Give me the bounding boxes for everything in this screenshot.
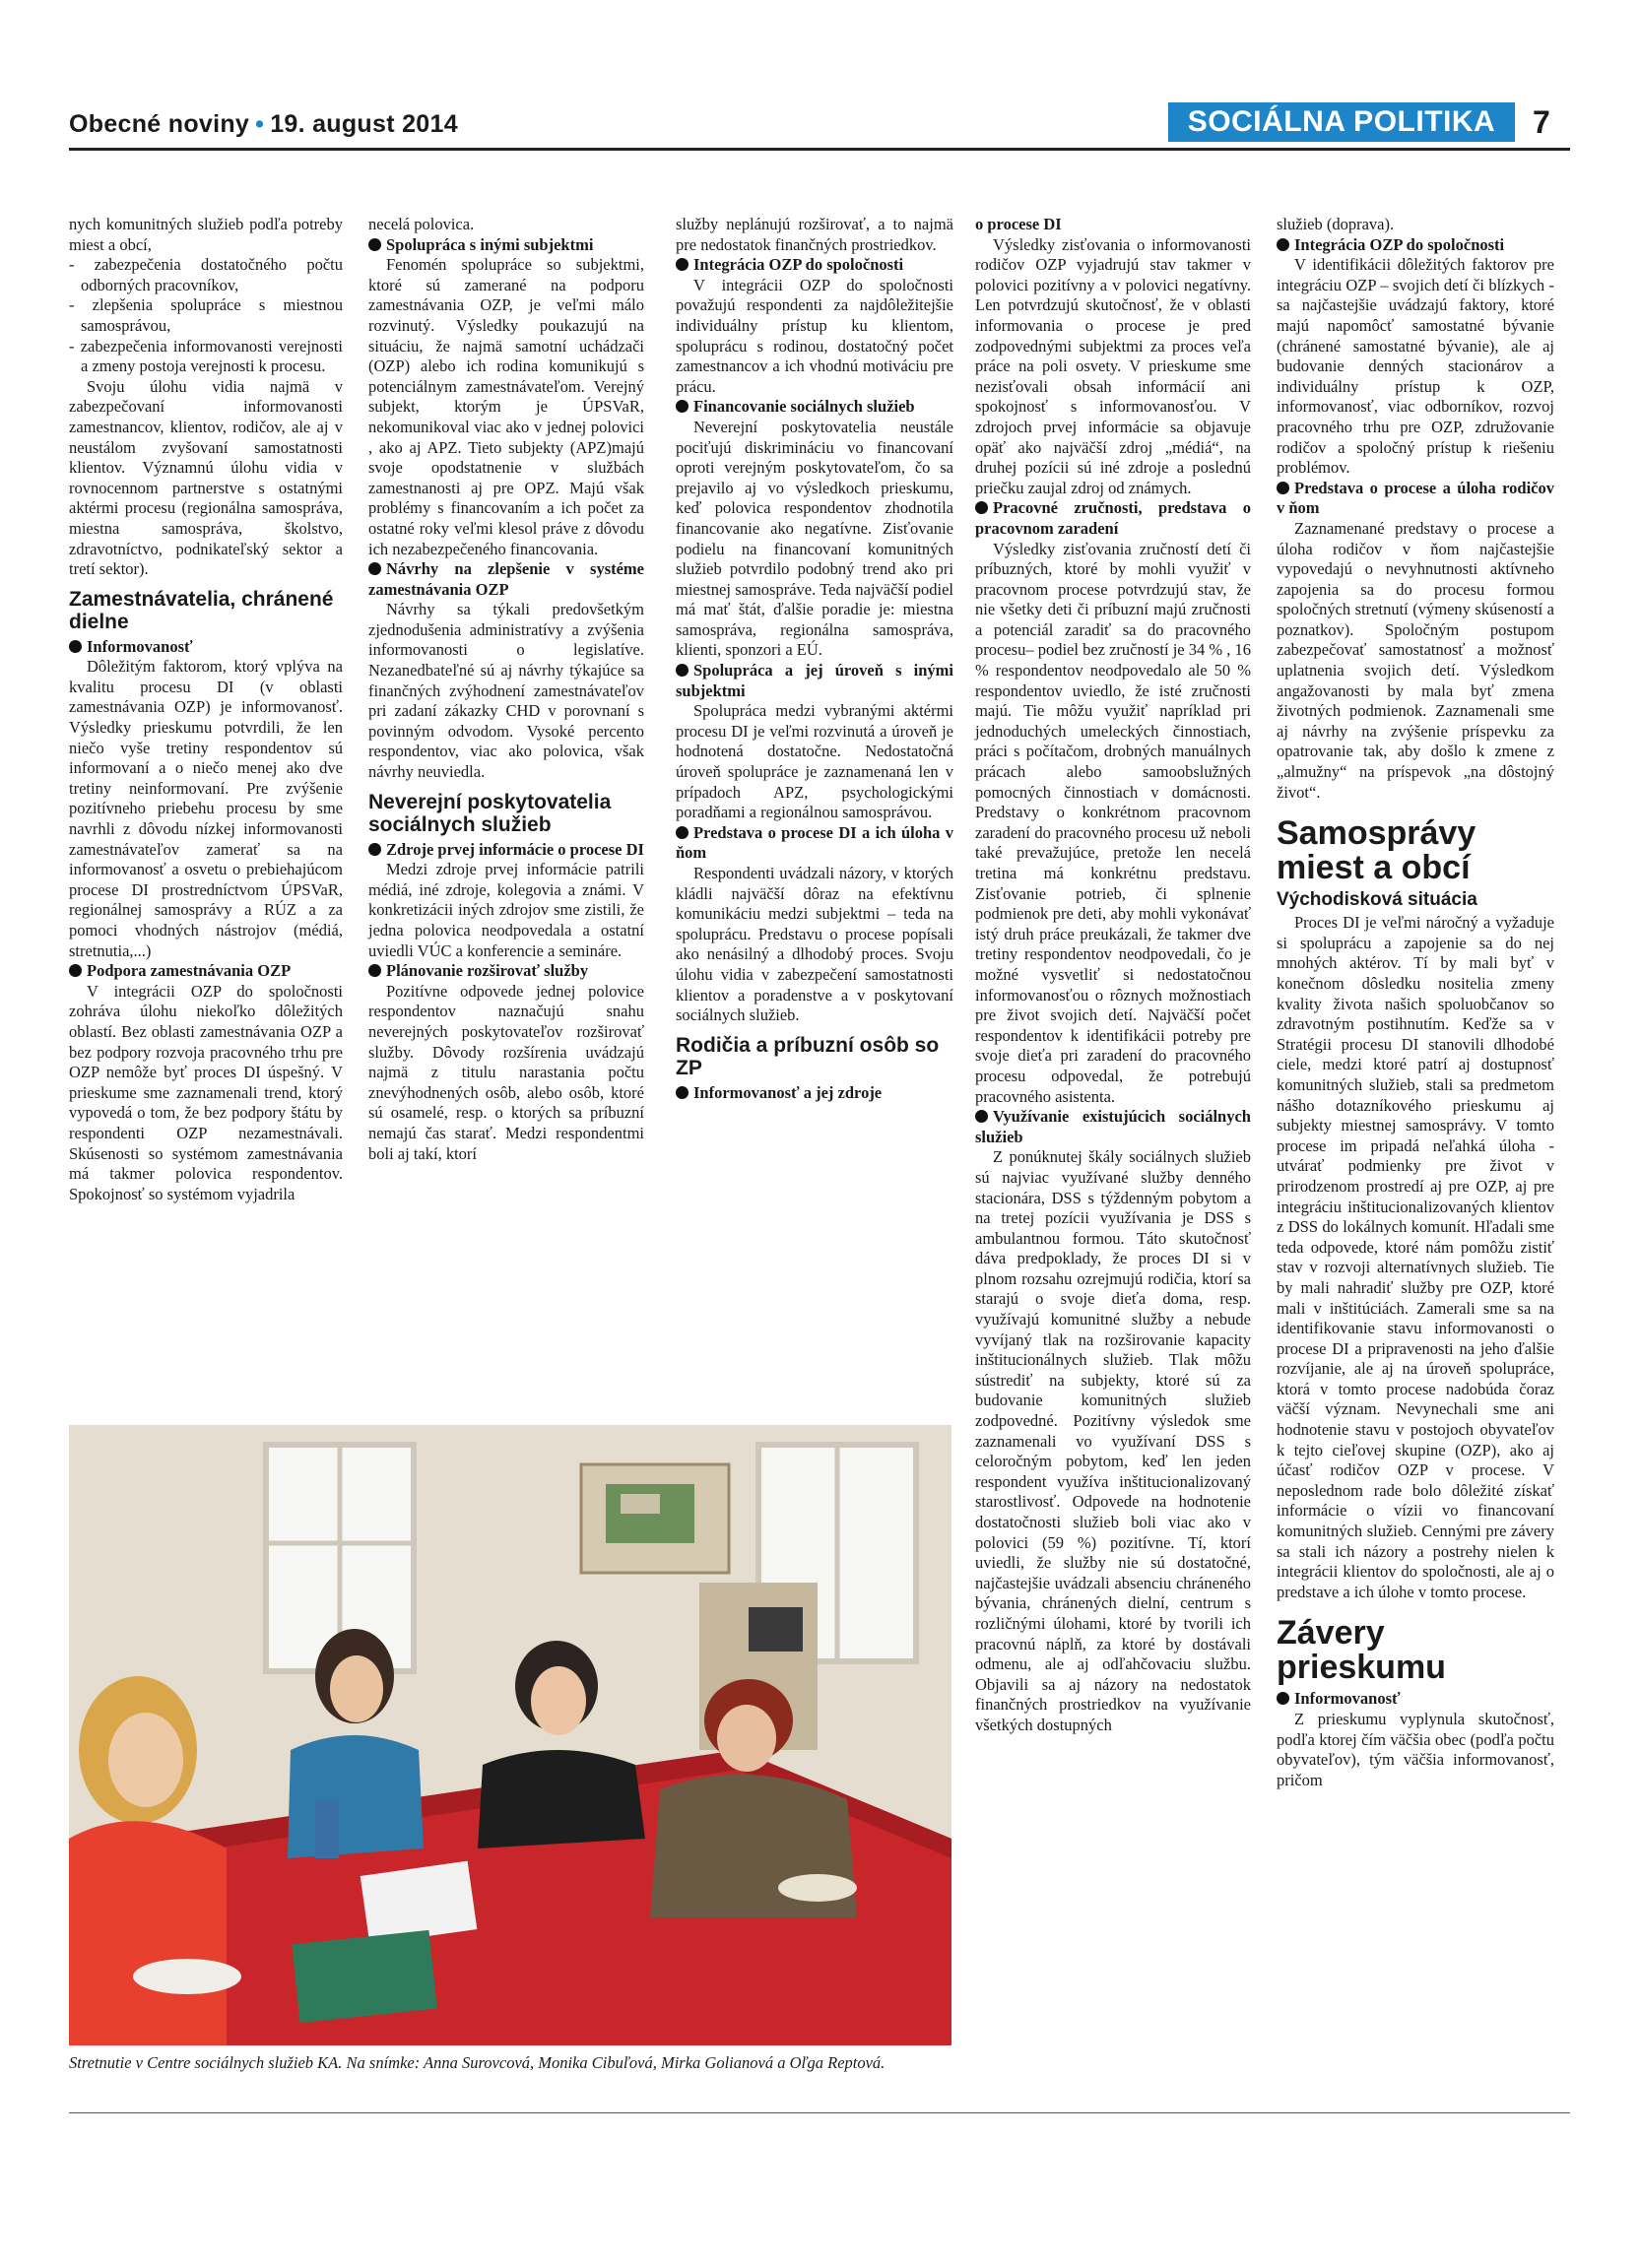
bullet-icon — [69, 640, 82, 653]
paragraph: Spolupráca medzi vybranými aktérmi procesu DI je veľmi rozvinutá a úroveň je hodnotená dostatočne. Nedostatočná úroveň spolupráce je zaznamenaná len v prípadoch APZ, psychologickými poradňami a regionálnou samosprávou. — [676, 701, 953, 822]
paragraph: Zaznamenané predstavy o procese a úloha rodičov v ňom najčastejšie vypovedajú o nevyhnutnosti aktívneho zapojenia sa do procesu formou spoločných stretnutí (výmeny skúseností a poznatkov). Spoločným postupom zabezpečovať samostatnosť a možnosť uplatnenia svojich detí. Výsledkom angažovanosti by mala byť zmena životných podmienok. Zaznamenali sme aj návrhy na zvýšenie príspevku za opatrovanie tak, aby došlo k zmene z „almužny“ na príspevok „na dôstojný život“. — [1277, 518, 1554, 802]
bullet-icon — [368, 964, 381, 977]
bullet-icon — [368, 843, 381, 856]
column-5 — [1277, 215, 1554, 1790]
bullet-icon — [1277, 482, 1289, 494]
paragraph: služieb (doprava). — [1277, 215, 1395, 233]
subheading: Návrhy na zlepšenie v systéme zamestnávania OZP — [368, 559, 644, 599]
bullet-icon — [676, 258, 689, 271]
paragraph: Proces DI je veľmi náročný a vyžaduje si spoluprácu a zapojenie sa do nej mnohých aktérov. Tí by mali byť v konečnom dôsledku nositelia zmeny kvality života našich spoluobčanov so zdravotným postihnutím. Keďže sa v Stratégii procesu DI stanovili dlhodobé ciele, medzi ktoré patrí aj dostupnosť komunitných služieb, stali sa predmetom nášho dotazníkového prieskumu aj subjekty miestnej samosprávy. V tomto procese im pripadá neľahká úloha - utvárať podmienky pre život v prirodzenom prostredí aj pre OZP, aj pre integráciu inštitucionalizovaných klientov z DSS do lokálnych komunít. Hľadali sme teda odpovede, ktoré nám pomôžu zistiť stav v rozvoji alternatívnych služieb. Tie by mali nahradiť služby pre OZP, ktoré mali v inštitúciách. Zamerali sme sa na identifikovanie stavu informovanosti o procese DI a pripravenosti na jeho ďalšie rozvíjanie, ale aj na úroveň spolupráce, ktorá v tomto procese nadobúda čoraz väčší význam. Nevynechali sme ani hodnotenie stavu v postojoch obyvateľov k tejto cieľovej skupine (OZP), ako aj účasť rodičov OZP v procese. V neposlednom rade bolo dôležité získať informácie o vízii vo financovaní komunitných služieb. Cennými pre závery sa stali ich názory a postrehy nielen k integrácii klientov do spoločnosti, ale aj o predstave a ich úlohe v tomto procese. — [1277, 913, 1554, 1601]
subheading: Využívanie existujúcich sociálnych služieb — [975, 1107, 1251, 1146]
bullet-icon — [368, 562, 381, 575]
paragraph: V integrácii OZP do spoločnosti zohráva úlohu niekoľko dôležitých oblastí. Bez oblasti zamestnávania OZP a bez podpory rozvoja pracovného trhu pre OZP nemôže byť proces DI úspešný. V prieskume sme zaznamenali trend, ktorý vypovedá o tom, že bez podpory štátu by respondenti OZP nezamestnávali. Skúsenosti so systémom zamestnávania má takmer polovica respondentov. Spokojnosť so systémom vyjadrila — [69, 981, 343, 1203]
footer-rule — [69, 2112, 1570, 2113]
list-item: - zlepšenia spolupráce s miestnou samosprávou, — [69, 295, 343, 335]
subheading: Informovanosť — [69, 637, 343, 658]
bullet-icon — [676, 664, 689, 677]
subheading-continued: o procese DI — [975, 215, 1062, 233]
paragraph: Fenomén spolupráce so subjektmi, ktoré sú zamerané na podporu zamestnávania OZP, je veľmi málo rozvinutý. Výsledky poukazujú na situáciu, že najmä samotní uchádzači (OZP) alebo ich rodina komunikujú s potenciálnym zamestnávateľom. Verejný subjekt, ktorým je ÚPSVaR, nekomunikoval viac ako v jednej polovici , ako aj APZ. Tieto subjekty (APZ)majú svoje opodstatnenie v službách zamestnanosti aj pre OPZ. Majú však problémy s financovaním a ich počet za ostatné roky veľmi klesol práve z dôvodu ich nezabezpečeného financovania. — [368, 255, 644, 558]
paragraph: nych komunitných služieb podľa potreby miest a obcí, — [69, 215, 343, 254]
paragraph: Svoju úlohu vidia najmä v zabezpečovaní informovanosti zamestnancov, klientov, rodičov, ale aj v neustálom zvyšovaní samostatnosti klientov. Významnú úlohu vidia v rovnocennom partnerstve s ostatnými aktérmi procesu (regionálna samospráva, miestna samospráva, školstvo, zdravotníctvo, podnikateľský sektor a tretí sektor). — [69, 376, 343, 579]
header-rule — [69, 148, 1570, 151]
page-number: 7 — [1533, 104, 1550, 140]
subheading: Informovanosť a jej zdroje — [676, 1083, 953, 1104]
list-item: - zabezpečenia informovanosti verejnosti a zmeny postoja verejnosti k procesu. — [69, 336, 343, 376]
subheading: Spolupráca a jej úroveň s inými subjektmi — [676, 661, 953, 700]
masthead — [69, 110, 458, 139]
subheading: Integrácia OZP do spoločnosti — [676, 255, 953, 276]
subheading: Plánovanie rozširovať služby — [368, 961, 644, 982]
photo-illustration — [69, 1425, 951, 2045]
subheading: Predstava o procese a úloha rodičov v ňom — [1277, 478, 1554, 518]
subheading: Zdroje prvej informácie o procese DI — [368, 840, 644, 861]
bullet-icon — [975, 1110, 988, 1123]
separator-dot: • — [255, 110, 265, 138]
bullet-icon — [69, 964, 82, 977]
paragraph: Respondenti uvádzali názory, v ktorých kládli najväčší dôraz na efektívnu komunikáciu medzi subjektmi – teda na spoluprácu. Predstavu o procese popísali ako nenásilný a dlhodobý proces. Svoju úlohu vidia v zabezpečení samostatnosti klientov a poradenstve a v poskytovaní sociálnych služieb. — [676, 864, 953, 1025]
column-1 — [69, 215, 343, 1204]
subheading: Predstava o procese DI a ich úloha v ňom — [676, 822, 953, 863]
section-heading: Neverejní poskytovatelia sociálnych služieb — [368, 790, 612, 836]
subheading: Informovanosť — [1277, 1689, 1554, 1710]
paragraph: služby neplánujú rozširovať, a to najmä pre nedostatok finančných prostriedkov. — [676, 215, 953, 254]
meeting-photo — [69, 1425, 951, 2045]
publication-name: Obecné noviny — [69, 110, 250, 138]
issue-date: 19. august 2014 — [270, 110, 458, 138]
section-label: SOCIÁLNA POLITIKA — [1168, 102, 1515, 142]
bullet-icon — [676, 826, 689, 839]
column-3 — [676, 215, 953, 1103]
paragraph: Návrhy sa týkali predovšetkým zjednodušenia administratívy a zvýšenia informovanosti o legislatíve. Nezanedbateľné sú aj návrhy týkajúce sa finančných zvýhodnení zamestnávateľov pri zadaní zákazky CHD v porovnaní s povinným odvodom. Vysoké percento respondentov, viac ako polovica, však návrhy neuviedla. — [368, 600, 644, 782]
paragraph: Medzi zdroje prvej informácie patrili médiá, iné zdroje, kolegovia a známi. V konkretizácii iných zdrojov sme zistili, že jedna polovica neodpovedala a ostatní uviedli VÚC a konferencie a semináre. — [368, 860, 644, 960]
subheading: Financovanie sociálnych služieb — [676, 397, 953, 418]
list-item: - zabezpečenia dostatočného počtu odborných pracovníkov, — [69, 255, 343, 294]
column-2 — [368, 215, 644, 1164]
subsection-heading: Východisková situácia — [1277, 889, 1477, 911]
paragraph: Výsledky zisťovania o informovanosti rodičov OZP vyjadrujú stav takmer v polovici pozitívny a v polovici negatívny. Len potvrdzujú skutočnosť, že v oblasti informovania o procese je pred zodpovednými subjektmi za proces veľa práce na poli osvety. V prieskume sme nezisťovali obsah informácií ani spokojnosť s informovanosťou. V zdrojoch prvej informácie sa objavuje opäť ako najväčší zdroj „médiá“, na druhej pozícii sú iné zdroje a poslednú priečku zaujal zdroj od známych. — [975, 234, 1251, 497]
paragraph: Dôležitým faktorom, ktorý vplýva na kvalitu procesu DI (v oblasti zamestnávania OZP) je informovanosť. Výsledky prieskumu potvrdili, že len niečo vyše tretiny respondentov sú informovaní a o niečo menej ako dve tretiny neinformovaní. Pre zvýšenie pozitívneho priebehu procesu by sme navrhli z dôvodu nízkej informovanosti zamestnávateľov zamerať sa na informovanosť a osvetu o prebiehajúcom procese DI prostredníctvom ÚPSVaR, regionálnej samosprávy a RÚZ a za pomoci vhodných nástrojov (médiá, stretnutia,...) — [69, 657, 343, 960]
bullet-icon — [1277, 238, 1289, 251]
bullet-icon — [975, 501, 988, 514]
column-4 — [975, 215, 1251, 1736]
paragraph: necelá polovica. — [368, 215, 475, 233]
subheading: Spolupráca s inými subjektmi — [368, 235, 644, 256]
section-heading: Rodičia a príbuzní osôb so ZP — [676, 1033, 940, 1079]
paragraph: Neverejní poskytovatelia neustále pociťujú diskrimináciu vo financovaní oproti verejným poskytovateľom, čo sa prejavilo aj vo výsledkoch prieskumu, keď polovica respondentov zhodnotila financovanie ako negatívne. Zisťovanie podielu na financovaní komunitných služieb potvrdilo podobný trend ako pri miestnej samospráve. Teda najväčší podiel má mať štát, ďalšie poradie je: miestna samospráva, regionálna samospráva, klienti, sponzori a EÚ. — [676, 417, 953, 660]
paragraph: Z ponúknutej škály sociálnych služieb sú najviac využívané služby denného stacionára, DSS s týždenným pobytom a na tretej pozícii využívania je DSS s ambulantnou formou. Táto skutočnosť dáva predpoklady, že proces DI si v plnom rozsahu ozrejmujú rodičia, ktorí sa starajú o svoje dieťa doma, resp. využívajú komunitné služby a nebude vyvíjaný tlak na rozširovanie kapacity inštitucionálnych služieb. Tlak môžu sústrediť na subjekty, ktoré sú za budovanie komunitných služieb zodpovedné. Pozitívny výsledok sme zaznamenali vo využívaní DSS s celoročným pobytom, keď len jeden respondent využíva inštitucionalizovaný starostlivosť. Odpovede na hodnotenie dostatočnosti služieb boli viac ako v polovici (59 %) pozitívne. Tí, ktorí uviedli, že služby nie sú dostatočné, najčastejšie uvádzali absenciu chráneného bývania, chránených dielní, centrum s rozličnými úlohami, ktoré by tvorili ich pracovnú náplň, za ktoré by dostávali odmenu, ale aj odľahčovaciu službu. Objavili sa aj názory na nedostatok finančných prostriedkov na využívanie všetkých dostupných — [975, 1147, 1251, 1734]
photo-caption: Stretnutie v Centre sociálnych služieb KA. Na snímke: Anna Surovcová, Monika Cibuľová, Mirka Golianová a Oľga Reptová. — [69, 2053, 886, 2072]
bullet-icon — [676, 400, 689, 413]
subheading: Podpora zamestnávania OZP — [69, 961, 343, 982]
paragraph: V integrácii OZP do spoločnosti považujú respondenti za najdôležitejšie individuálny prístup ku klientom, spoluprácu s rodinou, dostatočný počet zamestnancov a ich vhodnú motiváciu pre prácu. — [676, 275, 953, 396]
article-headline: Samosprávy miest a obcí — [1277, 814, 1476, 887]
bullet-icon — [1277, 1692, 1289, 1705]
article-headline: Závery prieskumu — [1277, 1614, 1446, 1687]
subheading: Pracovné zručnosti, predstava o pracovnom zaradení — [975, 498, 1251, 538]
bullet-icon — [676, 1086, 689, 1099]
paragraph: Výsledky zisťovania zručností detí či príbuzných, ktoré by mohli využiť v pracovnom procese potvrdzujú stav, že nie všetky deti či príbuzní majú zručnosti a potenciál zaradiť sa do pracovného procesu– podiel bez zručností je 34 % , 16 % respondentov neodpovedalo ale 50 % respondentov uviedlo, že isté zručnosti majú. Tie môžu využiť napríklad pri jednoduchých umeleckých činnostiach, práci s počítačom, drobných manuálnych prácach alebo samoobslužných pomocných činnostiach v domácnosti. Predstavy o konkrétnom pracovnom zaradení do pracovného procesu už neboli také prevažujúce, pretože len necelá tretina má konkrétnu predstavu. Zisťovanie potrieb, či splnenie podmienok pre deti, aby mohli vykonávať istý druh práce preukázali, že takmer dve tretiny respondentov neodpovedali, čo je možné vysvetliť si nedostatočnou informovanosťou o rôznych možnostiach pre život svojich detí. Najväčší počet respondentov k identifikácii potreby pre svoje dieťa pri zaradení do pracovného procesu odpovedal, že potrebujú pracovného asistenta. — [975, 539, 1251, 1106]
section-heading: Zamestnávatelia, chránené dielne — [69, 587, 334, 633]
paragraph: Z prieskumu vyplynula skutočnosť, podľa ktorej čím väčšia obec (podľa počtu obyvateľov), tým väčšia informovanosť, pričom — [1277, 1710, 1554, 1789]
bullet-icon — [368, 238, 381, 251]
paragraph: Pozitívne odpovede jednej polovice respondentov naznačujú snahu neverejných poskytovateľov rozširovať služby. Dôvody rozšírenia uvádzajú najmä z titulu narastania počtu znevýhodnených osôb, alebo osôb, ktoré sú osamelé, resp. o ktorých sa príbuzní nemajú čas starať. Medzi respondentmi boli aj takí, ktorí — [368, 981, 644, 1163]
paragraph: V identifikácii dôležitých faktorov pre integráciu OZP – svojich detí či blízkych - sa najčastejšie uvádzajú faktory, ktoré majú napomôcť samostatné bývanie (chránené samostatné bývanie), ale aj budovanie denných stacionárov a individuálny prístup k OZP, informovanosť, viac odborníkov, rozvoj pracovného trhu pre OZP, združovanie rodičov a spoločný prístup k riešeniu problémov. — [1277, 255, 1554, 478]
subheading: Integrácia OZP do spoločnosti — [1277, 235, 1554, 256]
